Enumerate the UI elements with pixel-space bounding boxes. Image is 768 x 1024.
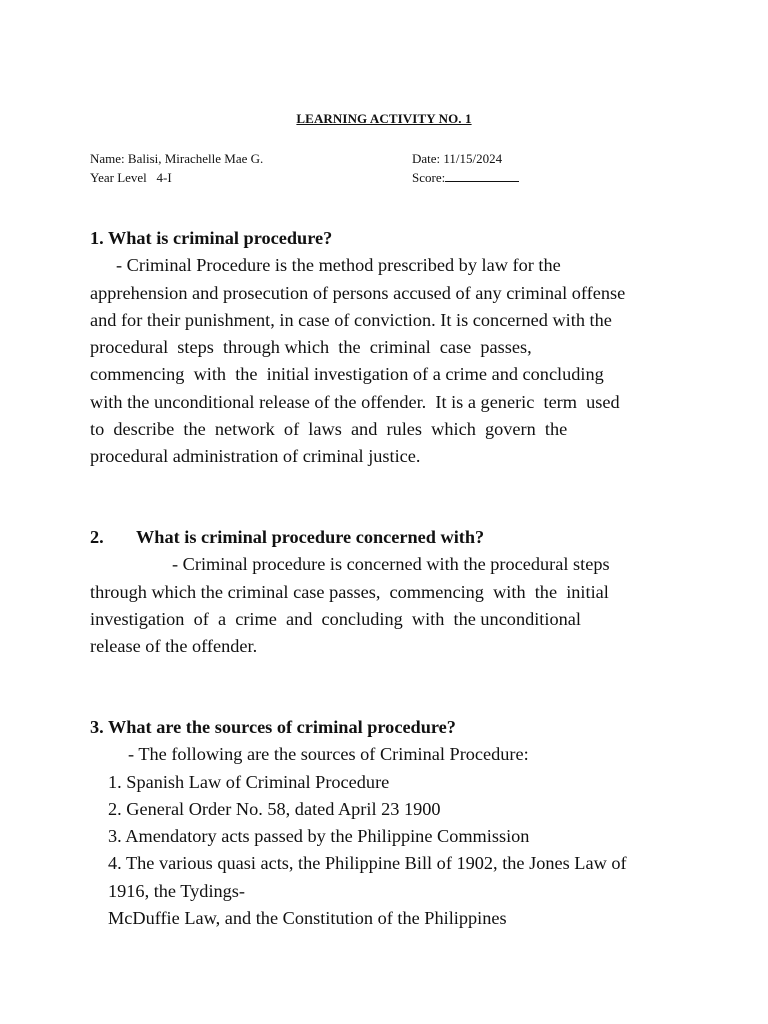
question-2-section (90, 524, 690, 660)
q2-answer-line: release of the offender. (90, 636, 258, 657)
q3-list-item: 4. The various quasi acts, the Philippine Bill of 1902, the Jones Law of (108, 853, 627, 874)
document-title: LEARNING ACTIVITY NO. 1 (296, 111, 472, 126)
score-field (412, 168, 519, 187)
q1-answer-line: apprehension and prosecution of persons accused of any criminal offense (90, 282, 626, 303)
q1-answer-line: and for their punishment, in case of conviction. It is concerned with the (90, 309, 612, 330)
q3-list-item: 3. Amendatory acts passed by the Philippine Commission (108, 826, 530, 847)
q1-answer-line: with the unconditional release of the offender. It is a generic term used (90, 391, 620, 412)
q3-list-item: McDuffie Law, and the Constitution of the Philippines (108, 908, 507, 929)
question-3-heading: 3. What are the sources of criminal procedure? (90, 717, 456, 737)
question-2-number: 2. (90, 527, 104, 547)
q3-list-item: 1. Spanish Law of Criminal Procedure (108, 771, 390, 792)
date-field: Date: 11/15/2024 (412, 151, 503, 166)
q3-list-item: 2. General Order No. 58, dated April 23 1900 (108, 798, 441, 819)
q2-answer-line: - Criminal procedure is concerned with the procedural steps (172, 554, 610, 575)
date-score-info (412, 149, 519, 187)
q3-list-item: 1916, the Tydings- (108, 880, 246, 901)
question-1-heading: 1. What is criminal procedure? (90, 228, 333, 248)
q1-answer-line: commencing with the initial investigation of a crime and concluding (90, 364, 604, 385)
q2-answer-line: investigation of a crime and concluding with the unconditional (90, 608, 581, 629)
score-label: Score: (412, 170, 446, 185)
score-blank-line (445, 169, 519, 182)
question-2-text: What is criminal procedure concerned with? (136, 527, 485, 547)
q1-answer-line: procedural administration of criminal justice. (90, 446, 421, 467)
q1-answer-line: procedural steps through which the criminal case passes, (90, 337, 532, 358)
student-info (90, 149, 263, 187)
question-3-section (90, 714, 690, 932)
q2-answer-line: through which the criminal case passes, commencing with the initial (90, 581, 609, 602)
year-level: Year Level 4-I (90, 170, 172, 185)
q3-intro: - The following are the sources of Criminal Procedure: (128, 744, 529, 765)
q1-answer-line: to describe the network of laws and rules which govern the (90, 419, 568, 440)
question-1-section (90, 225, 690, 471)
student-name: Name: Balisi, Mirachelle Mae G. (90, 151, 264, 166)
question-2-heading (90, 524, 690, 551)
q1-answer-line: - Criminal Procedure is the method prescribed by law for the (116, 255, 561, 276)
